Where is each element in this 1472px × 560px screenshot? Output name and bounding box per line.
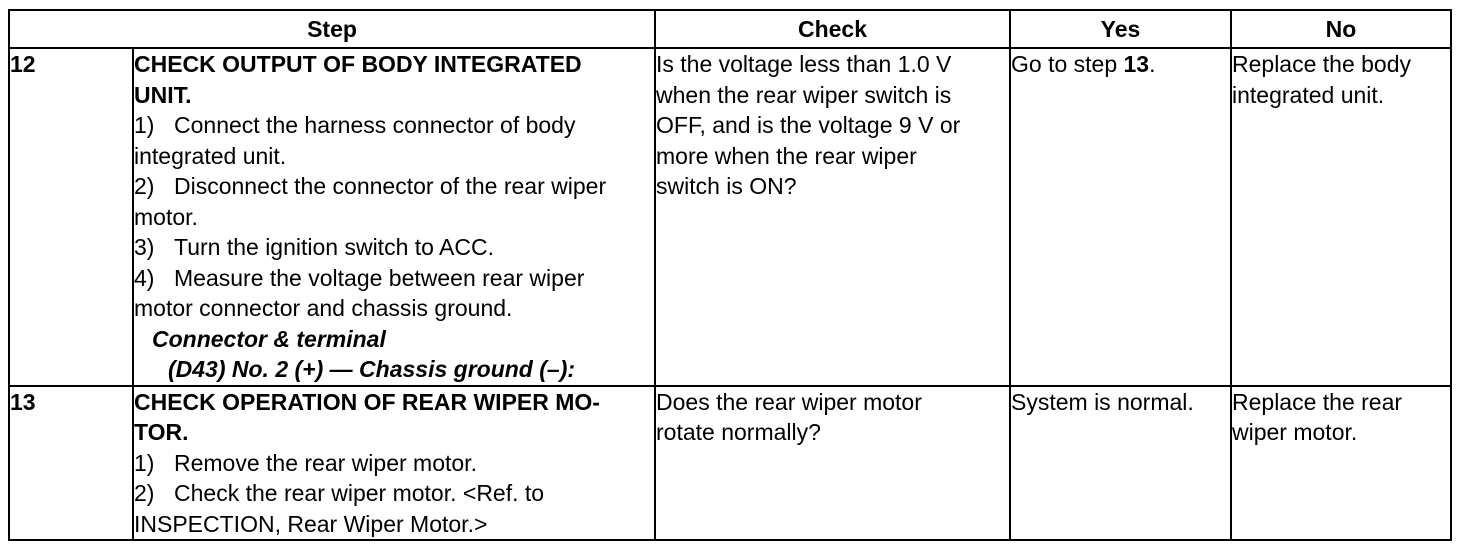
table-row: [9, 386, 1451, 541]
header-step: Step: [9, 10, 655, 48]
no-cell: Replace the rear wiper motor.: [1231, 386, 1451, 541]
instruction: 3) Turn the ignition switch to ACC.: [134, 234, 495, 260]
step-description: [133, 48, 655, 386]
yes-cell: Go to step 13.: [1010, 48, 1231, 386]
step-ref: 13: [1123, 51, 1150, 77]
yes-cell: System is normal.: [1010, 386, 1231, 541]
check-cell: Does the rear wiper motor rotate normally?: [655, 386, 1010, 541]
header-no: No: [1231, 10, 1451, 48]
instruction-cont: integrated unit.: [134, 142, 287, 169]
instruction: 1) Connect the harness connector of body: [134, 112, 576, 138]
header-row: [9, 10, 1451, 48]
step-title: CHECK OUTPUT OF BODY INTEGRATED UNIT.: [134, 51, 582, 108]
spec-label: Connector & terminal: [152, 325, 386, 352]
instruction: 1) Remove the rear wiper motor.: [134, 449, 477, 476]
instruction-cont: motor.: [134, 203, 198, 230]
header-yes: Yes: [1010, 10, 1231, 48]
check-cell: Is the voltage less than 1.0 V when the rear wiper switch is OFF, and is the voltage 9 V or more when the rear wiper switch is ON?: [655, 48, 1010, 386]
spec-value: (D43) No. 2 (+) — Chassis ground (–):: [168, 356, 576, 382]
instruction: 2) Disconnect the connector of the rear wiper: [134, 173, 607, 199]
table-row: [9, 48, 1451, 386]
no-cell: Replace the body integrated unit.: [1231, 48, 1451, 386]
step-number: 12: [9, 48, 133, 386]
step-description: [133, 386, 655, 541]
instruction: 2) Check the rear wiper motor. <Ref. to: [134, 480, 545, 506]
instruction-cont: motor connector and chassis ground.: [134, 295, 513, 321]
step-title: CHECK OPERATION OF REAR WIPER MO- TOR.: [134, 388, 600, 445]
instruction-cont: INSPECTION, Rear Wiper Motor.>: [134, 510, 488, 537]
instruction: 4) Measure the voltage between rear wiper: [134, 264, 585, 291]
step-number: 13: [9, 386, 133, 541]
diagnostic-table: [8, 9, 1452, 541]
header-check: Check: [655, 10, 1010, 48]
